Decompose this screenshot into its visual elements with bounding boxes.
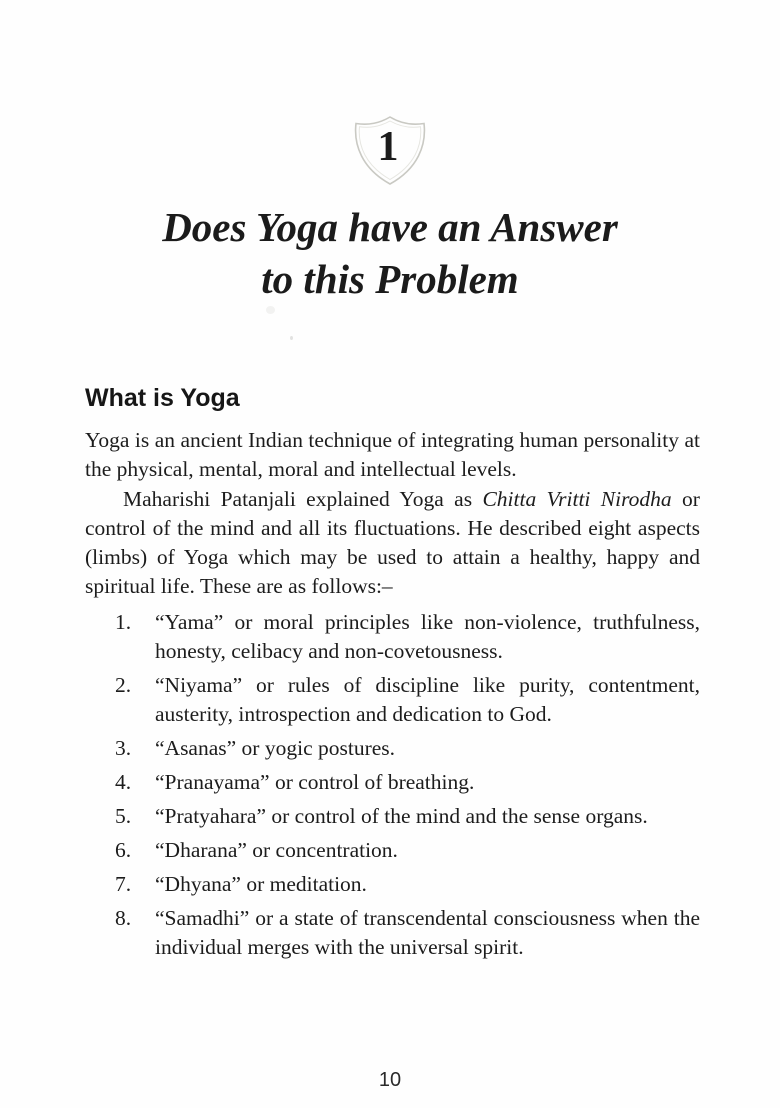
list-item [115, 734, 700, 763]
paragraph-2-after: or control of the mind and all its fluctuations. He described eight aspects (limbs) of Yoga which may be used to attain a healthy, happy and spiritual life. These are as follows:– [85, 487, 700, 598]
list-number: 3. [115, 736, 132, 760]
list-number: 7. [115, 872, 132, 896]
list-number: 6. [115, 838, 132, 862]
chapter-number: 1 [377, 124, 399, 170]
list-number: 8. [115, 906, 132, 930]
list-number: 4. [115, 770, 132, 794]
list-text: “Yama” or moral principles like non-violence, truthfulness, honesty, celibacy and non-covetousness. [155, 610, 700, 663]
list-item [115, 870, 700, 899]
chapter-title-line2: to this Problem [261, 256, 519, 302]
list-item [115, 671, 700, 729]
chapter-title [0, 201, 780, 305]
list-number: 2. [115, 673, 132, 697]
list-item [115, 608, 700, 666]
list-item [115, 768, 700, 797]
list-text: “Dharana” or concentration. [155, 838, 398, 862]
paragraph-2-italic-phrase: Chitta Vritti Nirodha [482, 487, 672, 511]
list-text: “Pratyahara” or control of the mind and the sense organs. [155, 804, 648, 828]
paragraph-2 [85, 485, 700, 601]
page-number: 10 [378, 1069, 402, 1091]
chapter-badge [348, 112, 432, 193]
list-number: 1. [115, 610, 132, 634]
list-text: “Dhyana” or meditation. [155, 872, 367, 896]
scan-speck [290, 336, 293, 340]
section-heading: What is Yoga [85, 384, 240, 412]
list-item [115, 802, 700, 831]
paragraph-2-before: Maharishi Patanjali explained Yoga as [123, 487, 483, 511]
yoga-limbs-list [85, 608, 700, 962]
list-text: “Asanas” or yogic postures. [155, 736, 396, 760]
list-text: “Niyama” or rules of discipline like purity, contentment, austerity, introspection and dedication to God. [155, 673, 700, 726]
scan-speck [266, 306, 275, 314]
paragraph-1: Yoga is an ancient Indian technique of integrating human personality at the physical, mental, moral and intellectual levels. [85, 428, 700, 481]
list-number: 5. [115, 804, 132, 828]
page-body [85, 383, 700, 962]
shield-icon [348, 112, 432, 188]
list-item [115, 904, 700, 962]
list-text: “Pranayama” or control of breathing. [155, 770, 475, 794]
list-item [115, 836, 700, 865]
list-text: “Samadhi” or a state of transcendental consciousness when the individual merges with the universal spirit. [155, 906, 700, 959]
chapter-title-line1: Does Yoga have an Answer [162, 204, 618, 250]
